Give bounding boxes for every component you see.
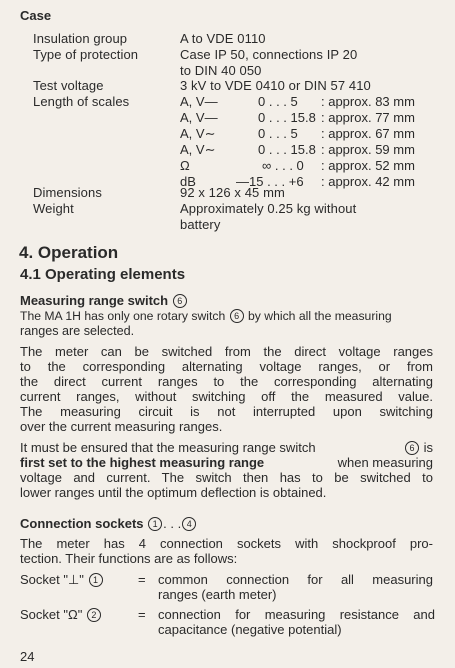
scale-quantity: A, V∼	[180, 142, 216, 157]
dimensions-value: 92 x 126 x 45 mm	[180, 185, 285, 200]
socket-number-badge: 2	[87, 608, 101, 622]
scale-quantity: A, V∼	[180, 126, 216, 141]
scale-range: ∞ . . . 0	[262, 158, 304, 173]
paragraph-4-line-2: tection. Their functions are as follows:	[20, 551, 238, 566]
socket-number-badge: 1	[89, 573, 103, 587]
case-heading: Case	[20, 8, 52, 23]
page-number: 24	[20, 649, 35, 664]
insulation-label: Insulation group	[33, 31, 128, 46]
scale-quantity: dB	[180, 174, 196, 189]
paragraph-3-line-4: lower ranges until the optimum deflection is obtained.	[20, 485, 327, 500]
paragraph-2-line: the direct current ranges to the corresponding alternating	[20, 374, 433, 389]
subsection-heading: 4.1 Operating elements	[20, 266, 186, 283]
protection-label: Type of protection	[33, 47, 139, 62]
paragraph-2-line: The meter can be switched from the direct voltage ranges	[20, 344, 433, 359]
switch-number-badge: 6	[230, 309, 244, 323]
socket-2-equals: =	[138, 607, 146, 622]
socket-2-description-2: capacitance (negative potential)	[158, 622, 342, 637]
scale-quantity: A, V—	[180, 110, 218, 125]
weight-value-2: battery	[180, 217, 221, 232]
switch-number-badge: 6	[173, 294, 187, 308]
scale-range: 0 . . . 15.8	[258, 142, 316, 157]
scale-range: —15 . . . +6	[236, 174, 304, 189]
test-voltage-label: Test voltage	[33, 78, 104, 93]
sockets-heading: Connection sockets 1 . . . 4	[20, 516, 197, 531]
scale-length: : approx. 77 mm	[321, 110, 415, 125]
section-heading: 4. Operation	[19, 243, 119, 262]
switch-number-badge: 6	[405, 441, 419, 455]
scale-range: 0 . . . 15.8	[258, 110, 316, 125]
socket-2-label: Socket "Ω" 2	[20, 608, 102, 623]
test-voltage-value: 3 kV to VDE 0410 or DIN 57 410	[180, 78, 371, 93]
scale-length: : approx. 42 mm	[321, 174, 415, 189]
insulation-value: A to VDE 0110	[180, 31, 266, 46]
weight-value-1: Approximately 0.25 kg without	[180, 201, 357, 216]
socket-number-badge: 1	[148, 517, 162, 531]
paragraph-2-line: current ranges, without switching off the measured value.	[20, 389, 433, 404]
scale-quantity: Ω	[180, 158, 190, 173]
paragraph-4-line-1: The meter has 4 connection sockets with shockproof pro-	[20, 536, 433, 551]
socket-2-description-1: connection for measuring resistance and	[158, 607, 435, 622]
socket-1-label: Socket "⊥" 1	[20, 573, 104, 588]
dimensions-label: Dimensions	[33, 185, 102, 200]
scale-range: 0 . . . 5	[258, 94, 298, 109]
paragraph-2-line: to the corresponding alternating voltage ranges, or from	[20, 359, 433, 374]
weight-label: Weight	[33, 201, 74, 216]
paragraph-3-line-1: It must be ensured that the measuring range switch 6 is	[20, 440, 433, 455]
paragraph-1-line-2: ranges are selected.	[20, 324, 135, 338]
scale-length: : approx. 67 mm	[321, 126, 415, 141]
paragraph-1-line-1: The MA 1H has only one rotary switch 6 by which all the measuring	[20, 309, 392, 323]
scales-label: Length of scales	[33, 94, 130, 109]
paragraph-3-line-3: voltage and current. The switch then has to be switched to	[20, 470, 433, 485]
protection-value-1: Case IP 50, connections IP 20	[180, 47, 358, 62]
socket-1-description-2: ranges (earth meter)	[158, 587, 277, 602]
scale-length: : approx. 52 mm	[321, 158, 415, 173]
scale-length: : approx. 59 mm	[321, 142, 415, 157]
socket-number-badge: 4	[182, 517, 196, 531]
paragraph-2-line: The measuring circuit is not interrupted upon switching	[20, 404, 433, 419]
socket-1-description-1: common connection for all measuring	[158, 572, 433, 587]
scale-range: 0 . . . 5	[258, 126, 298, 141]
scale-quantity: A, V—	[180, 94, 218, 109]
switch-heading: Measuring range switch 6	[20, 293, 188, 308]
paragraph-3-line-2: first set to the highest measuring range when measuring	[20, 455, 433, 470]
protection-value-2: to DIN 40 050	[180, 63, 262, 78]
socket-1-equals: =	[138, 572, 146, 587]
scale-length: : approx. 83 mm	[321, 94, 415, 109]
paragraph-2-line: over the current measuring ranges.	[20, 419, 223, 434]
